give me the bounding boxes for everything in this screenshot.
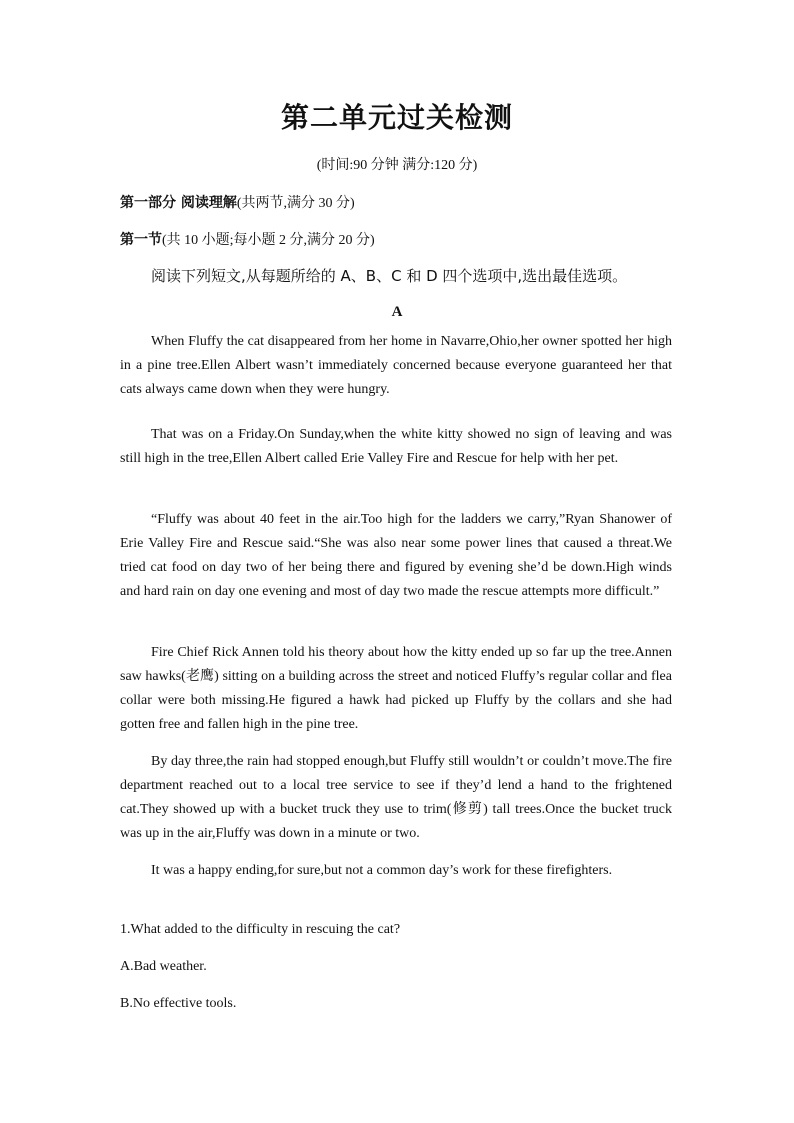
exam-time-score: (时间:90 分钟 满分:120 分) xyxy=(316,158,478,173)
passage-label: A xyxy=(391,304,403,320)
page-title: 第二单元过关检测 xyxy=(280,101,513,134)
paragraph: Fire Chief Rick Annen told his theory about how the kitty ended up so far up the tree.Annen saw hawks(老鹰) sitting on a building across the street and noticed Fluffy’s regular collar and flea collar were both missing.He figured a hawk had picked up Fluffy by the collars and she had gotten free and fallen high in the pine tree. xyxy=(120,645,672,732)
section-detail: (共 10 小题;每小题 2 分,满分 20 分) xyxy=(162,233,375,248)
part-label: 第一部分 阅读理解 xyxy=(120,195,237,211)
option-a: A.Bad weather. xyxy=(120,959,207,974)
question-stem xyxy=(120,922,400,938)
paragraph: When Fluffy the cat disappeared from her home in Navarre,Ohio,her owner spotted her high in a pine tree.Ellen Albert wasn’t immediately concerned because everyone guaranteed her that cats always came down when they were hungry. xyxy=(120,334,672,397)
option-b: B.No effective tools. xyxy=(120,996,237,1011)
section-heading xyxy=(120,229,375,249)
paragraph: That was on a Friday.On Sunday,when the white kitty showed no sign of leaving and was still high in the tree,Ellen Albert called Erie Valley Fire and Rescue for help with her pet. xyxy=(120,427,672,466)
paragraph: By day three,the rain had stopped enough,but Fluffy still wouldn’t or couldn’t move.The fire department reached out to a local tree service to see if they’d lend a hand to the frightened cat.They showed up with a bucket truck they use to trim(修剪) tall trees.Once the bucket truck was up in the air,Fluffy was down in a minute or two. xyxy=(120,754,672,841)
paragraph: It was a happy ending,for sure,but not a common day’s work for these firefighters. xyxy=(151,863,613,878)
part-detail: (共两节,满分 30 分) xyxy=(236,196,355,211)
instruction-text: 阅读下列短文,从每题所给的 A、B、C 和 D 四个选项中,选出最佳选项。 xyxy=(151,267,628,285)
section-label: 第一节 xyxy=(120,232,162,248)
part-heading xyxy=(120,192,355,212)
question-text: .What added to the difficulty in rescuing the cat? xyxy=(127,922,401,937)
question-number: 1 xyxy=(120,922,127,937)
paragraph: “Fluffy was about 40 feet in the air.Too high for the ladders we carry,”Ryan Shanower of Erie Valley Fire and Rescue said.“She was also near some power lines that caused a threat.We tried cat food on day two of her being there and figured by evening she’d be down.High winds and hard rain on day one evening and most of day two made the rescue attempts more difficult.” xyxy=(120,512,672,599)
